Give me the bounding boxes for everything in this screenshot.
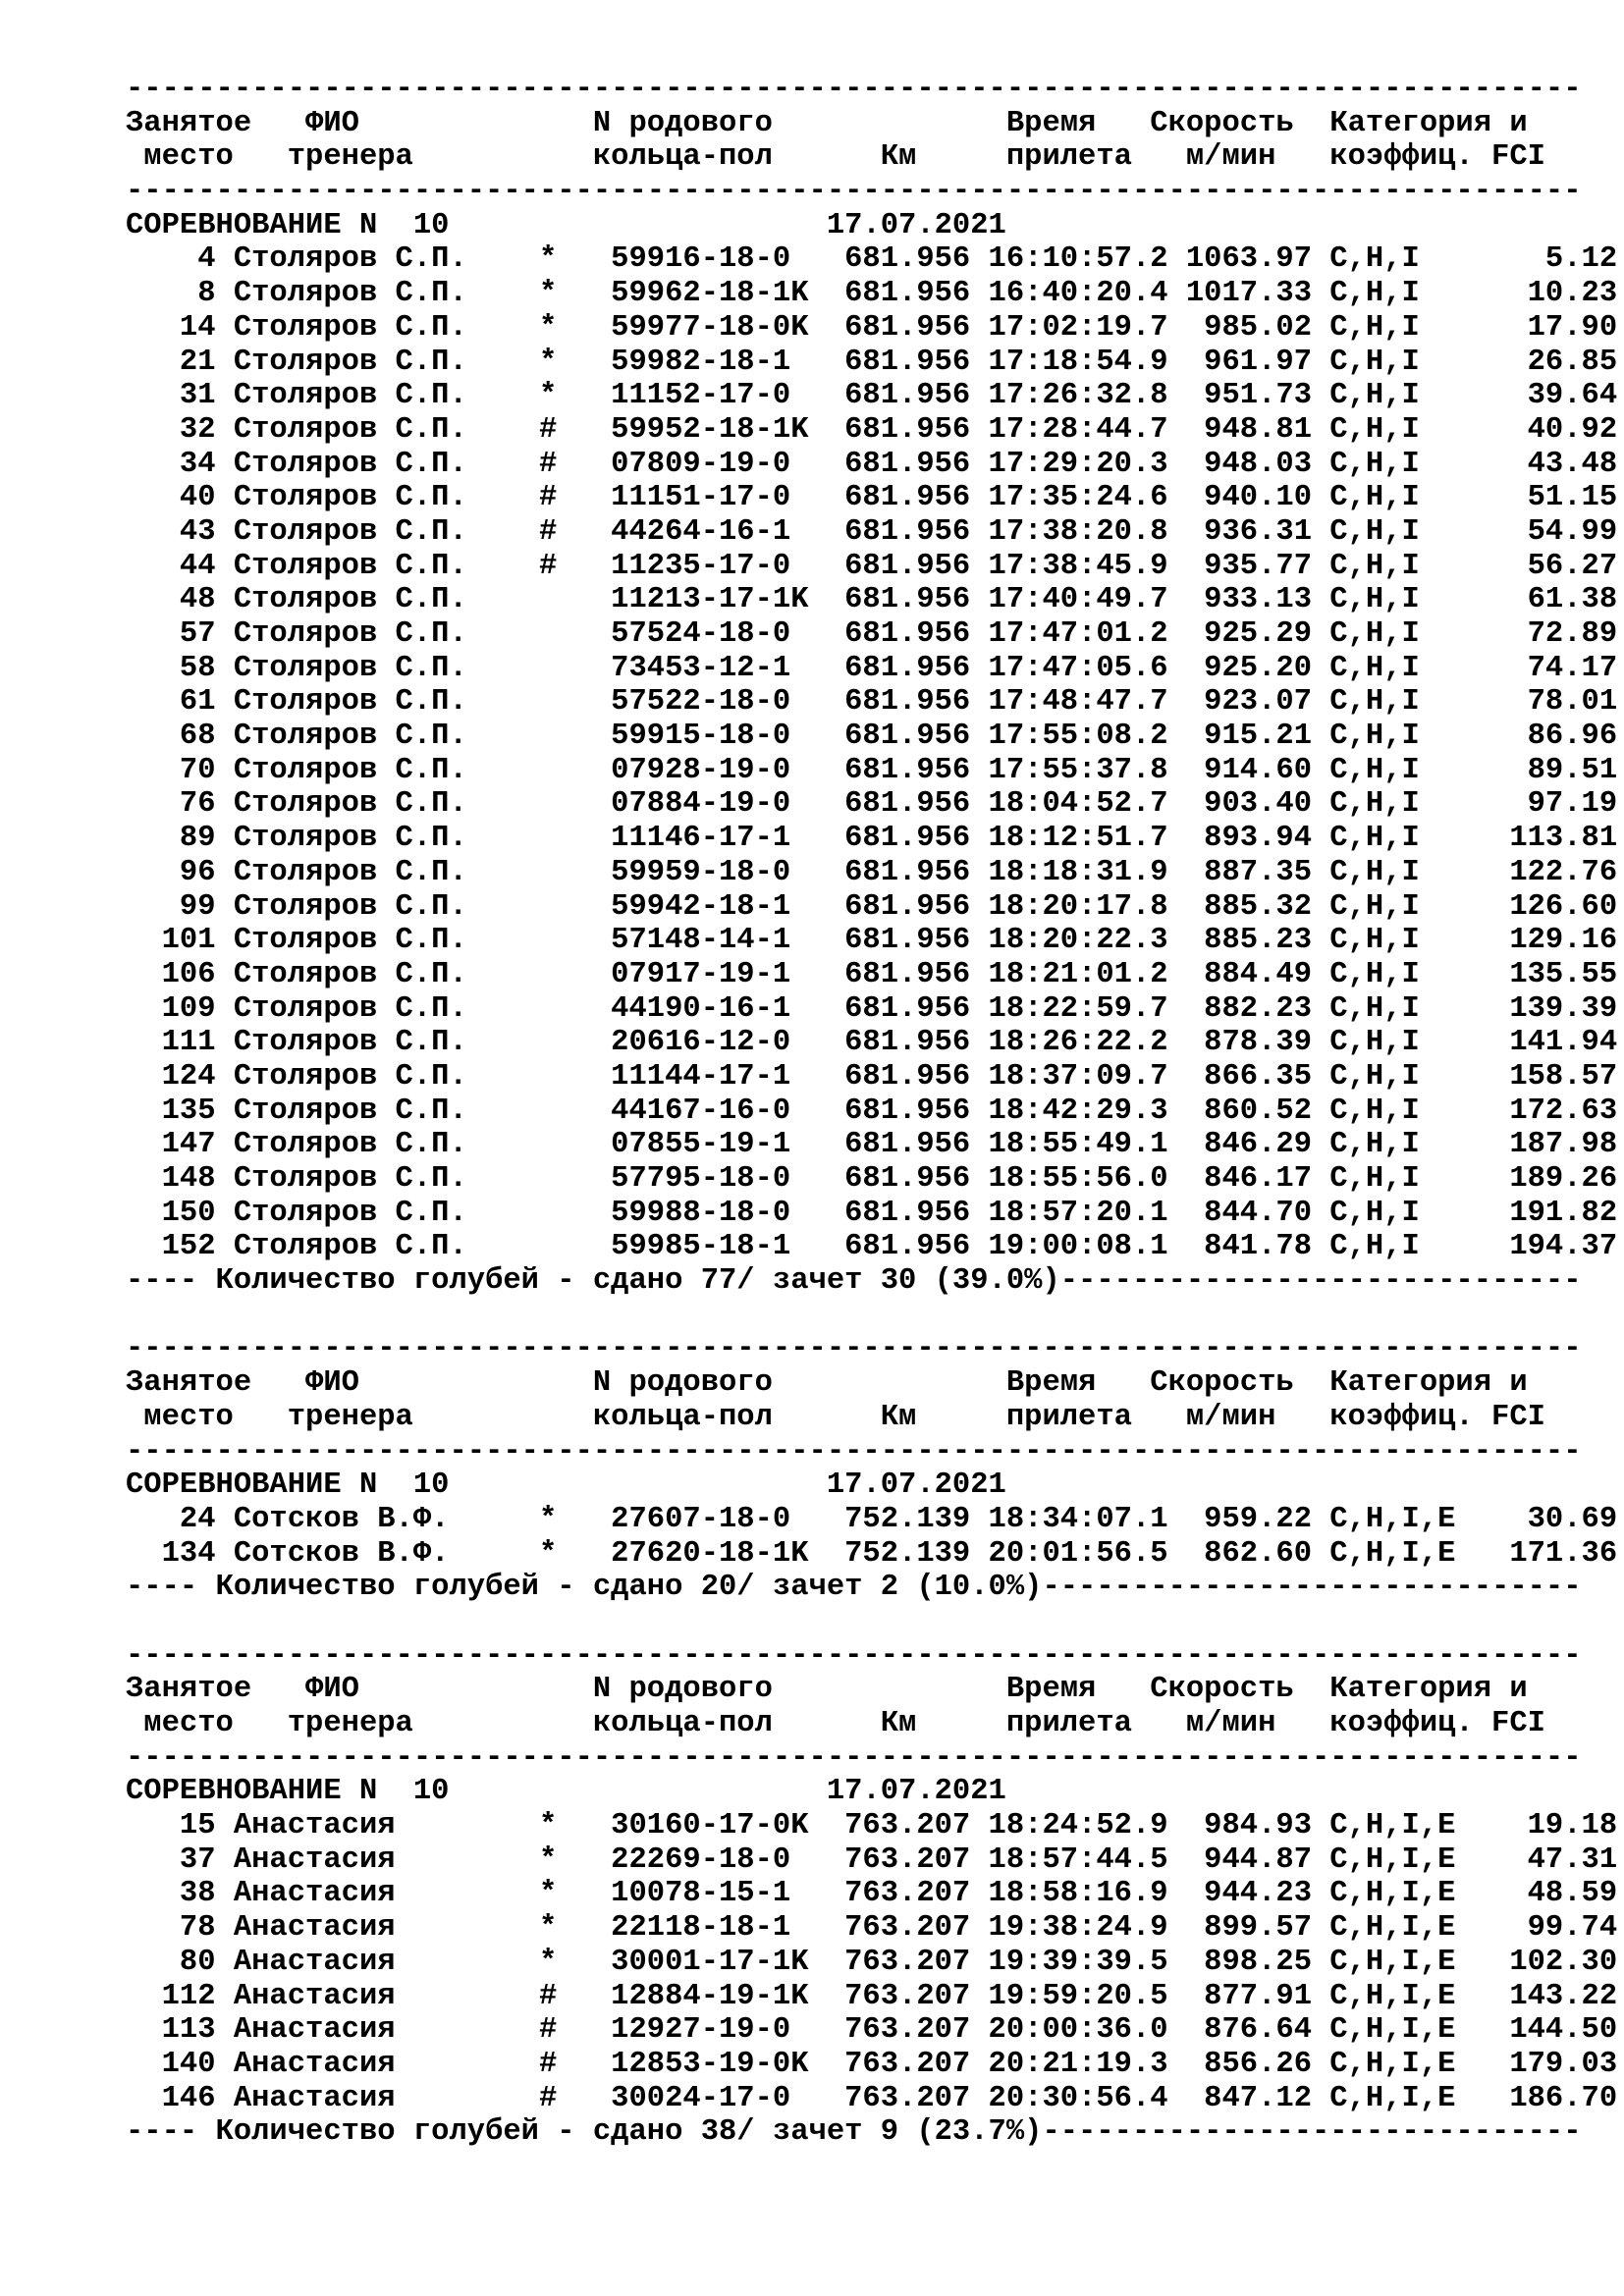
header-rule-top: --------------------------------------------------------------------------------- (126, 73, 1582, 106)
section-summary: ---- Количество голубей - сдано 77/ зачет 30 (39.0%)----------------------------- (126, 1264, 1582, 1299)
result-row: 109 Столяров С.П. 44190-16-1 681.956 18:22:59.7 882.23 C,H,I 139.39 (126, 991, 1618, 1026)
competition-title: СОРЕВНОВАНИЕ N 10 17.07.2021 (126, 1468, 1006, 1503)
result-row: 111 Столяров С.П. 20616-12-0 681.956 18:26:22.2 878.39 C,H,I 141.94 (126, 1026, 1618, 1060)
result-row: 58 Столяров С.П. 73453-12-1 681.956 17:47:05.6 925.20 C,H,I 74.17 (126, 651, 1618, 685)
result-row: 4 Столяров С.П. * 59916-18-0 681.956 16:10:57.2 1063.97 C,H,I 5.12 (126, 242, 1618, 277)
section-summary: ---- Количество голубей - сдано 20/ зачет 2 (10.0%)------------------------------ (126, 1571, 1582, 1605)
result-row: 101 Столяров С.П. 57148-14-1 681.956 18:20:22.3 885.23 C,H,I 129.16 (126, 924, 1618, 958)
result-row: 15 Анастасия * 30160-17-0K 763.207 18:24:52.9 984.93 C,H,I,E 19.18 (126, 1809, 1618, 1843)
result-row: 8 Столяров С.П. * 59962-18-1K 681.956 16:40:20.4 1017.33 C,H,I 10.23 (126, 277, 1618, 311)
column-header-line-2: место тренера кольца-пол Км прилета м/мин коэффиц. FCI (126, 140, 1545, 175)
result-row: 146 Анастасия # 30024-17-0 763.207 20:30:56.4 847.12 C,H,I,E 186.70 (126, 2081, 1618, 2115)
result-row: 32 Столяров С.П. # 59952-18-1K 681.956 17:28:44.7 948.81 C,H,I 40.92 (126, 412, 1618, 447)
result-row: 124 Столяров С.П. 11144-17-1 681.956 18:37:09.7 866.35 C,H,I 158.57 (126, 1059, 1618, 1094)
result-row: 148 Столяров С.П. 57795-18-0 681.956 18:55:56.0 846.17 C,H,I 189.26 (126, 1162, 1618, 1196)
section-spacer (126, 1299, 1617, 1333)
header-rule-top: --------------------------------------------------------------------------------- (126, 1638, 1582, 1673)
result-row: 134 Сотсков В.Ф. * 27620-18-1K 752.139 20:01:56.5 862.60 C,H,I,E 171.36 (126, 1536, 1618, 1571)
competition-title: СОРЕВНОВАНИЕ N 10 17.07.2021 (126, 1775, 1006, 1809)
result-row: 96 Столяров С.П. 59959-18-0 681.956 18:18:31.9 887.35 C,H,I 122.76 (126, 855, 1618, 889)
result-row: 140 Анастасия # 12853-19-0K 763.207 20:21:19.3 856.26 C,H,I,E 179.03 (126, 2047, 1618, 2081)
result-row: 24 Сотсков В.Ф. * 27607-18-0 752.139 18:34:07.1 959.22 C,H,I,E 30.69 (126, 1502, 1618, 1536)
header-rule-bottom: --------------------------------------------------------------------------------- (126, 1434, 1582, 1468)
result-row: 68 Столяров С.П. 59915-18-0 681.956 17:55:08.2 915.21 C,H,I 86.96 (126, 720, 1618, 754)
result-row: 31 Столяров С.П. * 11152-17-0 681.956 17:26:32.8 951.73 C,H,I 39.64 (126, 379, 1618, 413)
result-row: 43 Столяров С.П. # 44264-16-1 681.956 17:38:20.8 936.31 C,H,I 54.99 (126, 514, 1618, 549)
result-row: 44 Столяров С.П. # 11235-17-0 681.956 17:38:45.9 935.77 C,H,I 56.27 (126, 549, 1618, 583)
result-row: 113 Анастасия # 12927-19-0 763.207 20:00:36.0 876.64 C,H,I,E 144.50 (126, 2013, 1618, 2048)
result-row: 152 Столяров С.П. 59985-18-1 681.956 19:00:08.1 841.78 C,H,I 194.37 (126, 1230, 1618, 1264)
result-row: 21 Столяров С.П. * 59982-18-1 681.956 17:18:54.9 961.97 C,H,I 26.85 (126, 345, 1618, 379)
competition-title: СОРЕВНОВАНИЕ N 10 17.07.2021 (126, 208, 1006, 242)
result-row: 14 Столяров С.П. * 59977-18-0K 681.956 17:02:19.7 985.02 C,H,I 17.90 (126, 310, 1618, 345)
result-row: 135 Столяров С.П. 44167-16-0 681.956 18:42:29.3 860.52 C,H,I 172.63 (126, 1094, 1618, 1128)
result-row: 80 Анастасия * 30001-17-1K 763.207 19:39:39.5 898.25 C,H,I,E 102.30 (126, 1945, 1618, 1979)
column-header-line-1: Занятое ФИО N родового Время Скорость Категория и (126, 106, 1528, 140)
result-row: 89 Столяров С.П. 11146-17-1 681.956 18:12:51.7 893.94 C,H,I 113.81 (126, 822, 1618, 856)
result-row: 76 Столяров С.П. 07884-19-0 681.956 18:04:52.7 903.40 C,H,I 97.19 (126, 787, 1618, 822)
results-document (126, 73, 1617, 2150)
column-header-line-1: Занятое ФИО N родового Время Скорость Категория и (126, 1673, 1528, 1707)
result-row: 37 Анастасия * 22269-18-0 763.207 18:57:44.5 944.87 C,H,I,E 47.31 (126, 1842, 1618, 1877)
column-header-line-2: место тренера кольца-пол Км прилета м/мин коэффиц. FCI (126, 1707, 1545, 1740)
result-row: 48 Столяров С.П. 11213-17-1K 681.956 17:40:49.7 933.13 C,H,I 61.38 (126, 583, 1618, 617)
result-row: 150 Столяров С.П. 59988-18-0 681.956 18:57:20.1 844.70 C,H,I 191.82 (126, 1196, 1618, 1230)
result-row: 99 Столяров С.П. 59942-18-1 681.956 18:20:17.8 885.32 C,H,I 126.60 (126, 889, 1618, 924)
result-row: 78 Анастасия * 22118-18-1 763.207 19:38:24.9 899.57 C,H,I,E 99.74 (126, 1911, 1618, 1946)
header-rule-bottom: --------------------------------------------------------------------------------- (126, 1740, 1582, 1775)
result-row: 106 Столяров С.П. 07917-19-1 681.956 18:21:01.2 884.49 C,H,I 135.55 (126, 957, 1618, 991)
result-row: 70 Столяров С.П. 07928-19-0 681.956 17:55:37.8 914.60 C,H,I 89.51 (126, 753, 1618, 787)
result-row: 112 Анастасия # 12884-19-1K 763.207 19:59:20.5 877.91 C,H,I,E 143.22 (126, 1979, 1618, 2013)
column-header-line-1: Занятое ФИО N родового Время Скорость Категория и (126, 1366, 1528, 1401)
result-row: 34 Столяров С.П. # 07809-19-0 681.956 17:29:20.3 948.03 C,H,I 43.48 (126, 447, 1618, 481)
column-header-line-2: место тренера кольца-пол Км прилета м/мин коэффиц. FCI (126, 1400, 1545, 1434)
section-spacer (126, 1605, 1617, 1639)
header-rule-top: --------------------------------------------------------------------------------- (126, 1332, 1582, 1366)
section-summary: ---- Количество голубей - сдано 38/ зачет 9 (23.7%)------------------------------ (126, 2115, 1582, 2150)
header-rule-bottom: --------------------------------------------------------------------------------- (126, 175, 1582, 209)
result-row: 61 Столяров С.П. 57522-18-0 681.956 17:48:47.7 923.07 C,H,I 78.01 (126, 685, 1618, 720)
result-row: 38 Анастасия * 10078-15-1 763.207 18:58:16.9 944.23 C,H,I,E 48.59 (126, 1877, 1618, 1911)
result-row: 147 Столяров С.П. 07855-19-1 681.956 18:55:49.1 846.29 C,H,I 187.98 (126, 1128, 1618, 1162)
result-row: 40 Столяров С.П. # 11151-17-0 681.956 17:35:24.6 940.10 C,H,I 51.15 (126, 481, 1618, 515)
result-row: 57 Столяров С.П. 57524-18-0 681.956 17:47:01.2 925.29 C,H,I 72.89 (126, 617, 1618, 651)
